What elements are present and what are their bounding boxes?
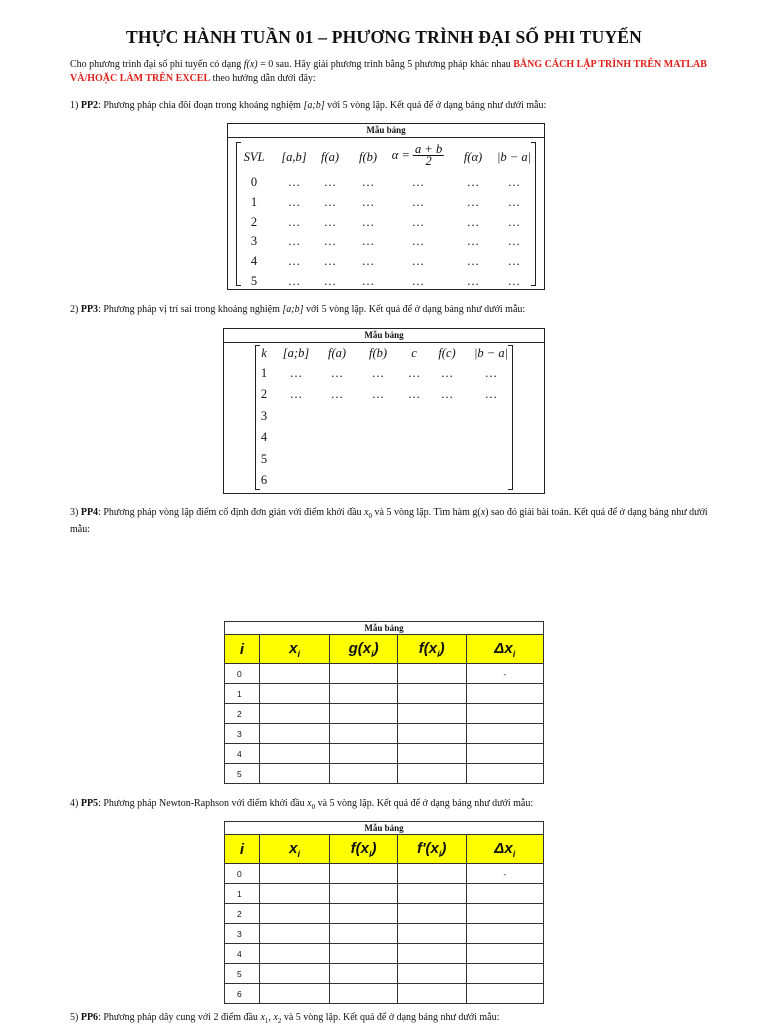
table-row (225, 764, 544, 784)
section-4-heading (70, 797, 710, 814)
section-text: : Phương pháp vòng lặp điểm cố định đơn giản với điểm khởi đầu (98, 507, 365, 518)
empty-cell (259, 684, 329, 704)
ellipsis-cell: … (330, 387, 344, 402)
empty-cell (397, 924, 466, 944)
empty-cell (330, 904, 398, 924)
section-text: : Phương pháp dây cung với 2 điểm đầu (98, 1012, 261, 1023)
ellipsis-cell: … (507, 194, 521, 209)
header-cell: |b − a| (473, 346, 509, 360)
section-variable: x (307, 798, 312, 809)
row-index: 3 (250, 234, 258, 249)
row-index: 2 (260, 387, 268, 402)
empty-cell (259, 664, 329, 684)
ellipsis-cell: … (287, 274, 301, 288)
header-cell (397, 635, 466, 664)
table-row (225, 924, 544, 944)
table-4-template (224, 821, 544, 1004)
section-text: , (268, 1012, 274, 1023)
table-row (225, 904, 544, 924)
row-index: 6 (225, 984, 260, 1004)
table-row (224, 366, 544, 385)
alpha-label: α = (391, 148, 410, 162)
ellipsis-cell: … (440, 387, 454, 402)
ellipsis-cell: … (440, 366, 454, 380)
section-text: : Phương pháp Newton-Raphson với điểm khởi đầu (98, 798, 308, 809)
empty-cell (466, 984, 544, 1004)
header-main: f(x (418, 639, 438, 657)
header-main: Δx (494, 639, 513, 657)
section-interval: [a;b] (303, 100, 325, 111)
ellipsis-cell: … (323, 194, 337, 209)
ellipsis-cell: … (289, 366, 303, 380)
empty-cell (397, 744, 466, 764)
empty-cell (259, 744, 329, 764)
section-text: : Phương pháp vị trí sai trong khoảng nghiệm (98, 304, 283, 315)
empty-cell (397, 964, 466, 984)
ellipsis-cell: … (323, 234, 337, 249)
ellipsis-cell: … (407, 387, 421, 402)
header-cell (259, 835, 329, 864)
section-1-heading (70, 99, 710, 113)
empty-cell (259, 944, 329, 964)
header-cell: f(a) (327, 346, 347, 360)
section-code: PP6 (80, 1012, 99, 1023)
ellipsis-cell: … (323, 274, 337, 288)
table-caption: Mẫu bảng (224, 329, 544, 343)
row-index: 3 (225, 724, 260, 744)
empty-cell (330, 704, 398, 724)
header-cell: f(a) (320, 150, 340, 164)
section-number: 1) (70, 100, 81, 111)
table-row (225, 944, 544, 964)
header-close: ) (373, 639, 379, 657)
header-main: f(x (350, 839, 369, 857)
section-text: và 5 vòng lặp. Tìm hàm g( (372, 507, 481, 518)
ellipsis-cell: … (411, 214, 425, 229)
header-main: x (289, 839, 298, 857)
section-number: 4) (70, 798, 81, 809)
row-index: 3 (225, 924, 260, 944)
row-index: 4 (260, 430, 268, 445)
header-subscript: i (437, 648, 440, 659)
table-row (225, 684, 544, 704)
empty-cell (466, 964, 544, 984)
empty-cell (330, 664, 398, 684)
section-variable: x (364, 507, 369, 518)
section-text: và 5 vòng lặp. Kết quả để ở dạng bảng như dưới mẫu: (281, 1012, 500, 1023)
ellipsis-cell: … (287, 214, 301, 229)
section-text: với 5 vòng lặp. Kết quả để ở dạng bảng như dưới mẫu: (324, 100, 547, 111)
row-index: 4 (225, 744, 260, 764)
empty-cell (397, 704, 466, 724)
empty-cell (466, 684, 544, 704)
empty-cell (397, 764, 466, 784)
table-row (225, 664, 544, 684)
empty-cell (397, 944, 466, 964)
intro-emphasis: BẰNG CÁCH LẬP TRÌNH TRÊN MATLAB VÀ/HOẶC LÀM TRÊN EXCEL (70, 59, 707, 84)
section-text: : Phương pháp chia đôi đoạn trong khoảng nghiệm (98, 100, 304, 111)
header-cell: k (261, 346, 267, 360)
table-row (228, 274, 544, 293)
row-index: 2 (250, 214, 258, 229)
section-variable: x (480, 507, 486, 518)
row-index: 5 (260, 451, 268, 466)
table-2-header (224, 346, 544, 365)
section-number: 3) (70, 507, 81, 518)
table-row (228, 175, 544, 194)
row-index: 5 (250, 274, 258, 288)
empty-cell (397, 904, 466, 924)
section-text: ) sao đó giải bài toán. Kết quả để ở dạng bảng như dưới mẫu: (70, 507, 708, 535)
empty-cell (330, 924, 398, 944)
ellipsis-cell: … (323, 254, 337, 269)
header-subscript: i (438, 848, 442, 859)
page-title: THỰC HÀNH TUẦN 01 – PHƯƠNG TRÌNH ĐẠI SỐ PHI TUYẾN (125, 27, 643, 47)
row-index: 0 (225, 664, 260, 684)
ellipsis-cell: … (507, 274, 521, 288)
header-close: ) (439, 639, 445, 657)
ellipsis-cell: … (287, 175, 301, 189)
empty-cell (466, 764, 544, 784)
ellipsis-cell: … (411, 194, 425, 209)
section-code: PP2 (80, 100, 99, 111)
section-code: PP5 (80, 798, 99, 809)
empty-cell (397, 664, 466, 684)
empty-cell (466, 924, 544, 944)
table-row (224, 409, 544, 428)
table-caption: Mẫu bảng (228, 124, 544, 138)
section-variable: x (273, 1012, 278, 1023)
ellipsis-cell: … (371, 366, 385, 380)
ellipsis-cell: … (466, 194, 480, 209)
header-cell: f(b) (368, 346, 388, 360)
ellipsis-cell: … (466, 274, 480, 288)
empty-cell (330, 724, 398, 744)
ellipsis-cell: … (466, 214, 480, 229)
header-cell (397, 835, 466, 864)
ellipsis-cell: … (507, 175, 521, 189)
ellipsis-cell: … (411, 175, 425, 189)
empty-cell (259, 884, 329, 904)
table-row (224, 430, 544, 449)
empty-cell (466, 724, 544, 744)
intro-text-2: = 0 sau. Hãy giải phương trình bằng 5 phương pháp khác nhau (257, 59, 514, 70)
ellipsis-cell: … (361, 274, 375, 288)
table-row (228, 215, 544, 234)
table-row (225, 884, 544, 904)
header-cell: SVL (243, 150, 265, 164)
empty-cell (259, 724, 329, 744)
empty-cell (397, 864, 466, 884)
header-main: f'(x (416, 839, 439, 857)
section-code: PP4 (80, 507, 99, 518)
empty-cell (330, 884, 398, 904)
ellipsis-cell: … (361, 194, 375, 209)
row-index: 4 (250, 254, 258, 269)
header-cell-alpha (392, 144, 444, 167)
table-row (224, 473, 544, 492)
ellipsis-cell: … (411, 274, 425, 288)
header-cell: i (225, 635, 260, 664)
empty-cell (330, 964, 398, 984)
section-code: PP3 (80, 304, 99, 315)
empty-cell (259, 704, 329, 724)
empty-cell (259, 964, 329, 984)
fraction-denominator: 2 (425, 154, 432, 168)
header-close: ) (441, 839, 447, 857)
row-index: 0 (225, 864, 260, 884)
table-row (225, 864, 544, 884)
table-row (224, 452, 544, 471)
header-cell: [a;b] (282, 346, 310, 360)
section-subscript: 0 (311, 803, 316, 811)
ellipsis-cell: … (287, 254, 301, 269)
delta-cell: - (466, 864, 544, 884)
table-row (228, 234, 544, 253)
empty-cell (259, 984, 329, 1004)
header-cell (466, 635, 544, 664)
row-index: 2 (225, 904, 260, 924)
table-row (225, 704, 544, 724)
row-index: 3 (260, 408, 268, 423)
empty-cell (397, 724, 466, 744)
ellipsis-cell: … (330, 366, 344, 380)
section-number: 5) (70, 1012, 81, 1023)
empty-cell (466, 704, 544, 724)
row-index: 1 (225, 684, 260, 704)
row-index: 1 (250, 194, 258, 209)
table-2-template (223, 328, 545, 494)
row-index: 2 (225, 704, 260, 724)
intro-text-3: theo hướng dẫn dưới đây: (210, 73, 316, 84)
empty-cell (397, 984, 466, 1004)
empty-cell (330, 744, 398, 764)
header-cell: c (411, 346, 417, 360)
header-subscript: i (371, 648, 374, 659)
ellipsis-cell: … (507, 214, 521, 229)
table-caption: Mẫu bảng (225, 822, 544, 835)
header-subscript: i (512, 648, 516, 659)
ellipsis-cell: … (466, 234, 480, 249)
ellipsis-cell: … (407, 366, 421, 380)
empty-cell (330, 984, 398, 1004)
ellipsis-cell: … (361, 254, 375, 269)
header-main: Δx (494, 839, 513, 857)
table-row (228, 195, 544, 214)
header-subscript: i (297, 648, 300, 659)
row-index: 1 (260, 366, 268, 380)
table-row (225, 724, 544, 744)
table-row (225, 744, 544, 764)
empty-cell (466, 944, 544, 964)
section-text: với 5 vòng lặp. Kết quả để ở dạng bảng như dưới mẫu: (303, 304, 526, 315)
row-index: 1 (225, 884, 260, 904)
table-row (228, 254, 544, 273)
ellipsis-cell: … (411, 254, 425, 269)
ellipsis-cell: … (484, 366, 498, 380)
header-subscript: i (368, 848, 372, 859)
empty-cell (259, 764, 329, 784)
section-interval: [a;b] (282, 304, 304, 315)
ellipsis-cell: … (371, 387, 385, 402)
ellipsis-cell: … (507, 254, 521, 269)
alpha-fraction (413, 144, 444, 167)
header-main: x (289, 639, 298, 657)
table-3-template (224, 621, 544, 784)
table-4-header (225, 835, 544, 864)
ellipsis-cell: … (361, 175, 375, 189)
header-main: g(x (348, 639, 372, 657)
table-caption: Mẫu bảng (225, 622, 544, 635)
intro-paragraph (70, 58, 710, 86)
table-row (225, 984, 544, 1004)
intro-fx: f(x) (243, 59, 258, 70)
empty-cell (466, 744, 544, 764)
empty-cell (397, 684, 466, 704)
ellipsis-cell: … (466, 175, 480, 189)
table-row (224, 387, 544, 406)
empty-cell (330, 864, 398, 884)
ellipsis-cell: … (287, 234, 301, 249)
row-index: 6 (260, 473, 268, 487)
header-cell (259, 635, 329, 664)
row-index: 5 (225, 964, 260, 984)
ellipsis-cell: … (361, 214, 375, 229)
ellipsis-cell: … (287, 194, 301, 209)
row-index: 4 (225, 944, 260, 964)
empty-cell (259, 904, 329, 924)
header-cell: |b − a| (496, 150, 532, 164)
intro-text: Cho phương trình đại số phi tuyến có dạng (70, 59, 244, 70)
section-5-heading (70, 1011, 710, 1028)
header-close: ) (371, 839, 377, 857)
header-cell (330, 635, 398, 664)
empty-cell (466, 904, 544, 924)
empty-cell (466, 884, 544, 904)
section-subscript: 1 (264, 1017, 269, 1025)
empty-cell (330, 764, 398, 784)
section-variable: x (260, 1012, 265, 1023)
header-cell: f(α) (463, 150, 483, 164)
ellipsis-cell: … (323, 214, 337, 229)
fraction-numerator: a + b (415, 142, 443, 156)
empty-cell (259, 864, 329, 884)
header-cell (466, 835, 544, 864)
ellipsis-cell: … (507, 234, 521, 249)
empty-cell (330, 684, 398, 704)
header-subscript: i (297, 848, 300, 859)
empty-cell (397, 884, 466, 904)
section-number: 2) (70, 304, 81, 315)
header-cell: [a,b] (281, 150, 307, 164)
table-1-template (227, 123, 545, 290)
section-text: và 5 vòng lặp. Kết quả để ở dạng bảng như dưới mẫu: (315, 798, 534, 809)
section-3-heading (70, 506, 710, 537)
table-row (225, 964, 544, 984)
ellipsis-cell: … (323, 175, 337, 189)
ellipsis-cell: … (411, 234, 425, 249)
row-index: 0 (250, 175, 258, 189)
table-3-header (225, 635, 544, 664)
empty-cell (330, 944, 398, 964)
ellipsis-cell: … (466, 254, 480, 269)
section-2-heading (70, 303, 710, 317)
section-subscript: 2 (277, 1017, 282, 1025)
ellipsis-cell: … (361, 234, 375, 249)
row-index: 5 (225, 764, 260, 784)
section-subscript: 0 (368, 512, 373, 520)
delta-cell: - (466, 664, 544, 684)
table-1-header (228, 144, 544, 174)
ellipsis-cell: … (484, 387, 498, 402)
header-cell (330, 835, 398, 864)
header-cell: f(b) (358, 150, 378, 164)
header-subscript: i (512, 848, 516, 859)
ellipsis-cell: … (289, 387, 303, 402)
empty-cell (259, 924, 329, 944)
header-cell: i (225, 835, 260, 864)
header-cell: f(c) (438, 346, 456, 360)
